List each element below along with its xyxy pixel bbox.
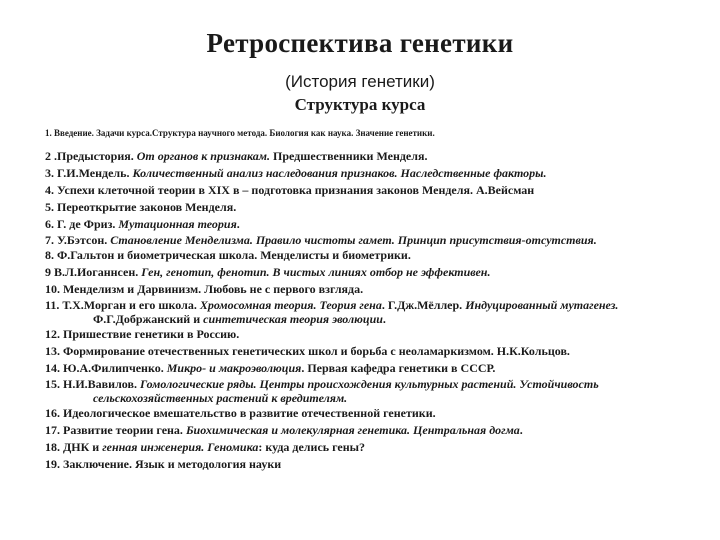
course-outline-list [45, 127, 685, 473]
item-text: 14. Ю.А.Филипченко. [45, 361, 167, 375]
italic-text: генная инженерия. Геномика [102, 440, 259, 454]
italic-text: Становление Менделизма. Правило чистоты гамет. Принцип присутствия-отсутствия. [110, 233, 597, 247]
italic-text: Ген, генотип, фенотип. В чистых линиях отбор не эффективен. [141, 265, 491, 279]
list-item [45, 148, 685, 165]
italic-text: Гомологические ряды. Центры происхождения культурных растений. Устойчивость сельскохозяйственных растений к вредителям. [93, 377, 599, 405]
item-text: Ф.Г.Добржанский и [93, 312, 204, 326]
item-text: 13. Формирование отечественных генетических школ и борьба с неоламаркизмом. Н.К.Кольцов. [45, 344, 570, 358]
item-text: 18. ДНК и [45, 440, 103, 454]
italic-text: Индуцированный мутагенез. [465, 298, 619, 312]
item-text: . [382, 312, 386, 326]
item-text: 7. У.Бэтсон. [45, 233, 111, 247]
slide-title: Ретроспектива генетики [206, 28, 514, 58]
item-text: 5. Переоткрытие законов Менделя. [45, 200, 237, 214]
item-text: . Г.Дж.Мёллер. [381, 298, 466, 312]
item-text: : куда делись гены? [258, 440, 366, 454]
list-item [45, 199, 685, 216]
item-text: . [236, 217, 240, 231]
list-item [45, 326, 685, 343]
item-text: 11. Т.Х.Морган и его школа. [45, 298, 200, 312]
italic-text: От органов к признакам. [136, 149, 270, 163]
item-text: 4. Успехи клеточной теории в XIX в – подготовка признания законов Менделя. А.Вейсман [45, 183, 535, 197]
list-item [45, 343, 685, 360]
list-item [45, 298, 685, 326]
item-text: Предшественники Менделя. [270, 149, 428, 163]
italic-text: Биохимическая и молекулярная генетика. Центральная догма [185, 423, 520, 437]
list-item [45, 405, 685, 422]
italic-text: Хромосомная теория. Теория гена [199, 298, 382, 312]
item-text: . [519, 423, 523, 437]
item-text: 17. Развитие теории гена. [45, 423, 186, 437]
item-text: 6. Г. де Фриз. [45, 217, 119, 231]
list-item [45, 264, 685, 281]
item-text: 12. Пришествие генетики в Россию. [45, 327, 240, 341]
item-text: 10. Менделизм и Дарвинизм. Любовь не с первого взгляда. [45, 282, 364, 296]
item-text: 3. Г.И.Мендель. [45, 166, 133, 180]
list-item [45, 216, 685, 233]
item-text: 1. Введение. Задачи курса.Структура научного метода. Биология как наука. Значение генетики. [45, 128, 435, 138]
list-item [45, 377, 685, 405]
list-item [45, 281, 685, 298]
item-text: 19. Заключение. Язык и методология науки [45, 457, 282, 471]
item-text: 9 В.Л.Иоганнсен. [45, 265, 142, 279]
item-text: 2 .Предыстория. [45, 149, 137, 163]
list-item [45, 127, 685, 139]
italic-text: синтетическая теория эволюции [203, 312, 383, 326]
item-text: 16. Идеологическое вмешательство в развитие отечественной генетики. [45, 406, 436, 420]
course-heading: Структура курса [294, 95, 426, 114]
item-text: 15. Н.И.Вавилов. [45, 377, 140, 391]
list-item [45, 422, 685, 439]
list-item [45, 165, 685, 182]
slide-subtitle: (История генетики) [285, 72, 435, 91]
italic-text: Мутационная теория [118, 217, 237, 231]
italic-text: Количественный анализ наследования признаков. Наследственные факторы. [132, 166, 547, 180]
list-item [45, 182, 685, 199]
list-item [45, 360, 685, 377]
list-item [45, 439, 685, 456]
item-text: . Первая кафедра генетики в СССР. [301, 361, 496, 375]
list-item [45, 233, 685, 247]
list-item [45, 456, 685, 473]
item-text: 8. Ф.Гальтон и биометрическая школа. Менделисты и биометрики. [45, 248, 411, 262]
list-item [45, 247, 685, 264]
italic-text: Микро- и макроэволюция [166, 361, 302, 375]
